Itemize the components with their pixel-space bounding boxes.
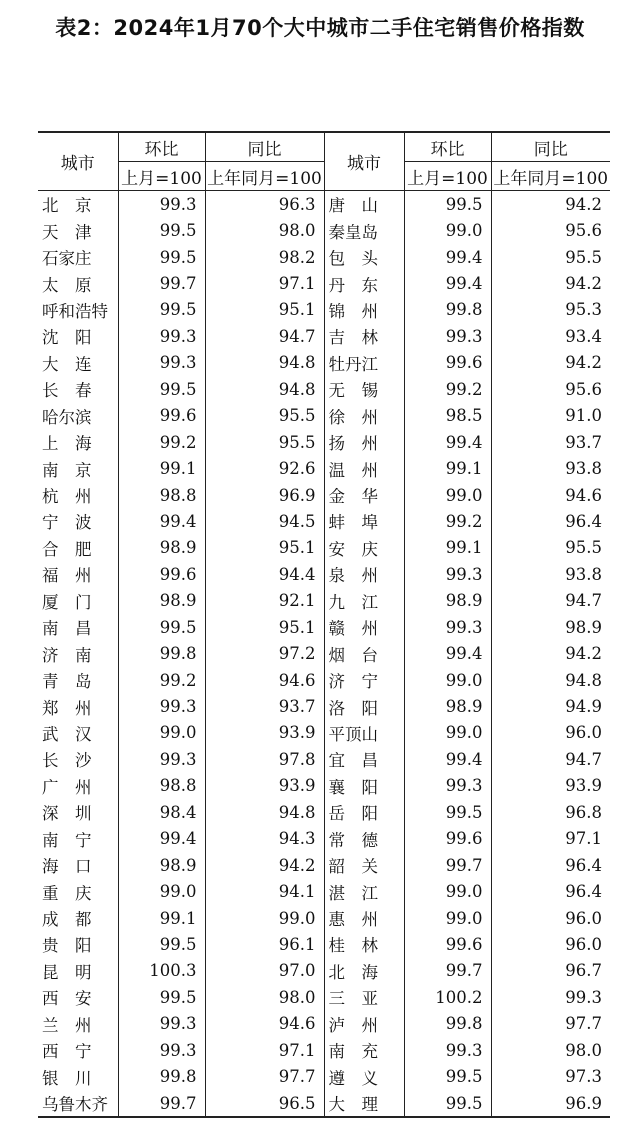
table-row — [38, 561, 610, 587]
cell-city-left: 大 连 — [38, 350, 118, 376]
table-title: 表2：2024年1月70个大中城市二手住宅销售价格指数 — [55, 16, 585, 40]
cell-mom-right: 98.9 — [404, 693, 491, 719]
cell-city-left: 成 都 — [38, 905, 118, 931]
table-row — [38, 350, 610, 376]
cell-yoy-right: 93.7 — [491, 429, 610, 455]
cell-yoy-left: 95.1 — [205, 297, 324, 323]
table-row — [38, 508, 610, 534]
cell-city-right: 平顶山 — [324, 720, 404, 746]
cell-yoy-right: 97.7 — [491, 1011, 610, 1037]
cell-yoy-right: 94.8 — [491, 667, 610, 693]
cell-city-left: 呼和浩特 — [38, 297, 118, 323]
table-body — [38, 191, 610, 1118]
cell-mom-left: 99.6 — [118, 561, 205, 587]
table-row — [38, 270, 610, 296]
cell-mom-right: 99.2 — [404, 376, 491, 402]
cell-city-left: 海 口 — [38, 852, 118, 878]
table-row — [38, 1037, 610, 1063]
cell-yoy-left: 98.0 — [205, 984, 324, 1010]
table-row — [38, 403, 610, 429]
table-row — [38, 535, 610, 561]
cell-mom-right: 99.5 — [404, 1090, 491, 1117]
cell-city-left: 西 宁 — [38, 1037, 118, 1063]
cell-city-left: 西 安 — [38, 984, 118, 1010]
cell-mom-left: 99.0 — [118, 720, 205, 746]
cell-yoy-right: 94.2 — [491, 640, 610, 666]
cell-yoy-left: 96.9 — [205, 482, 324, 508]
cell-yoy-left: 97.8 — [205, 746, 324, 772]
cell-city-right: 唐 山 — [324, 191, 404, 218]
table-row — [38, 905, 610, 931]
cell-yoy-left: 94.6 — [205, 667, 324, 693]
cell-mom-right: 99.3 — [404, 773, 491, 799]
cell-city-left: 上 海 — [38, 429, 118, 455]
cell-mom-right: 99.1 — [404, 455, 491, 481]
cell-mom-left: 100.3 — [118, 958, 205, 984]
cell-city-right: 赣 州 — [324, 614, 404, 640]
cell-yoy-right: 95.6 — [491, 376, 610, 402]
cell-city-right: 济 宁 — [324, 667, 404, 693]
cell-city-left: 沈 阳 — [38, 323, 118, 349]
cell-mom-left: 99.7 — [118, 1090, 205, 1117]
table-row — [38, 878, 610, 904]
cell-mom-left: 98.8 — [118, 482, 205, 508]
col-subheader-yoy-base-left: 上年同月=100 — [205, 162, 324, 191]
cell-yoy-right: 95.5 — [491, 535, 610, 561]
cell-mom-left: 98.9 — [118, 588, 205, 614]
cell-city-right: 大 理 — [324, 1090, 404, 1117]
cell-yoy-left: 96.3 — [205, 191, 324, 218]
cell-mom-right: 99.3 — [404, 323, 491, 349]
cell-mom-left: 98.4 — [118, 799, 205, 825]
cell-mom-right: 99.7 — [404, 958, 491, 984]
cell-mom-left: 99.5 — [118, 217, 205, 243]
col-subheader-mom-base-right: 上月=100 — [404, 162, 491, 191]
cell-mom-right: 99.5 — [404, 799, 491, 825]
cell-mom-left: 99.2 — [118, 429, 205, 455]
cell-mom-left: 99.8 — [118, 640, 205, 666]
cell-yoy-left: 95.1 — [205, 614, 324, 640]
cell-yoy-left: 97.1 — [205, 270, 324, 296]
cell-mom-right: 99.3 — [404, 561, 491, 587]
cell-yoy-left: 93.7 — [205, 693, 324, 719]
cell-yoy-left: 95.5 — [205, 429, 324, 455]
table-row — [38, 376, 610, 402]
cell-mom-left: 99.1 — [118, 905, 205, 931]
cell-yoy-left: 94.7 — [205, 323, 324, 349]
table-row — [38, 429, 610, 455]
cell-city-left: 宁 波 — [38, 508, 118, 534]
col-header-mom-left: 环比 — [118, 132, 205, 162]
cell-yoy-right: 95.6 — [491, 217, 610, 243]
cell-mom-right: 99.0 — [404, 667, 491, 693]
cell-city-right: 三 亚 — [324, 984, 404, 1010]
table-row — [38, 799, 610, 825]
cell-yoy-left: 97.1 — [205, 1037, 324, 1063]
cell-mom-right: 99.8 — [404, 1011, 491, 1037]
cell-yoy-right: 94.7 — [491, 588, 610, 614]
cell-yoy-left: 95.1 — [205, 535, 324, 561]
cell-yoy-right: 96.4 — [491, 508, 610, 534]
cell-yoy-right: 93.9 — [491, 773, 610, 799]
cell-mom-right: 99.4 — [404, 429, 491, 455]
cell-yoy-left: 94.5 — [205, 508, 324, 534]
cell-yoy-right: 96.4 — [491, 878, 610, 904]
cell-city-right: 洛 阳 — [324, 693, 404, 719]
cell-mom-left: 99.3 — [118, 323, 205, 349]
table-row — [38, 693, 610, 719]
cell-yoy-right: 93.8 — [491, 455, 610, 481]
cell-mom-right: 99.0 — [404, 905, 491, 931]
cell-city-right: 包 头 — [324, 244, 404, 270]
cell-city-right: 桂 林 — [324, 931, 404, 957]
cell-yoy-left: 94.4 — [205, 561, 324, 587]
cell-yoy-left: 96.5 — [205, 1090, 324, 1117]
table-row — [38, 614, 610, 640]
cell-mom-left: 99.5 — [118, 984, 205, 1010]
price-index-table — [38, 131, 610, 1118]
cell-city-right: 安 庆 — [324, 535, 404, 561]
cell-yoy-left: 94.3 — [205, 826, 324, 852]
table-row — [38, 244, 610, 270]
cell-mom-right: 98.9 — [404, 588, 491, 614]
table-row — [38, 826, 610, 852]
cell-city-left: 杭 州 — [38, 482, 118, 508]
table-row — [38, 323, 610, 349]
cell-mom-right: 99.6 — [404, 826, 491, 852]
cell-city-left: 武 汉 — [38, 720, 118, 746]
cell-city-left: 合 肥 — [38, 535, 118, 561]
cell-yoy-left: 99.0 — [205, 905, 324, 931]
table-row — [38, 1011, 610, 1037]
cell-city-left: 乌鲁木齐 — [38, 1090, 118, 1117]
cell-city-left: 北 京 — [38, 191, 118, 218]
cell-yoy-left: 94.6 — [205, 1011, 324, 1037]
cell-yoy-right: 97.1 — [491, 826, 610, 852]
cell-mom-left: 99.6 — [118, 403, 205, 429]
cell-mom-left: 99.3 — [118, 1037, 205, 1063]
cell-yoy-right: 95.3 — [491, 297, 610, 323]
cell-city-right: 北 海 — [324, 958, 404, 984]
col-subheader-yoy-base-right: 上年同月=100 — [491, 162, 610, 191]
cell-yoy-right: 94.2 — [491, 350, 610, 376]
cell-mom-left: 98.9 — [118, 535, 205, 561]
cell-city-left: 济 南 — [38, 640, 118, 666]
cell-yoy-right: 96.0 — [491, 720, 610, 746]
cell-yoy-right: 96.9 — [491, 1090, 610, 1117]
cell-yoy-right: 94.2 — [491, 191, 610, 218]
cell-city-right: 泸 州 — [324, 1011, 404, 1037]
cell-mom-right: 99.4 — [404, 746, 491, 772]
cell-yoy-right: 94.7 — [491, 746, 610, 772]
cell-mom-left: 99.3 — [118, 191, 205, 218]
cell-mom-left: 99.3 — [118, 350, 205, 376]
col-header-yoy-right: 同比 — [491, 132, 610, 162]
cell-city-left: 石家庄 — [38, 244, 118, 270]
cell-city-left: 昆 明 — [38, 958, 118, 984]
cell-yoy-left: 93.9 — [205, 720, 324, 746]
cell-yoy-right: 98.9 — [491, 614, 610, 640]
cell-mom-left: 99.4 — [118, 508, 205, 534]
cell-city-right: 南 充 — [324, 1037, 404, 1063]
cell-mom-left: 99.4 — [118, 826, 205, 852]
cell-mom-right: 99.0 — [404, 720, 491, 746]
table-row — [38, 1090, 610, 1117]
col-header-yoy-left: 同比 — [205, 132, 324, 162]
table-row — [38, 720, 610, 746]
cell-city-left: 南 宁 — [38, 826, 118, 852]
cell-mom-right: 99.6 — [404, 350, 491, 376]
cell-mom-right: 99.7 — [404, 852, 491, 878]
cell-mom-left: 99.7 — [118, 270, 205, 296]
cell-mom-left: 99.5 — [118, 297, 205, 323]
cell-city-right: 扬 州 — [324, 429, 404, 455]
cell-mom-right: 99.6 — [404, 931, 491, 957]
cell-city-right: 常 德 — [324, 826, 404, 852]
cell-mom-left: 99.5 — [118, 376, 205, 402]
cell-city-left: 太 原 — [38, 270, 118, 296]
table-row — [38, 482, 610, 508]
cell-mom-left: 99.3 — [118, 693, 205, 719]
cell-city-left: 兰 州 — [38, 1011, 118, 1037]
cell-yoy-right: 94.9 — [491, 693, 610, 719]
cell-city-right: 温 州 — [324, 455, 404, 481]
cell-mom-right: 99.4 — [404, 244, 491, 270]
cell-city-right: 无 锡 — [324, 376, 404, 402]
cell-mom-right: 99.5 — [404, 191, 491, 218]
cell-mom-right: 99.0 — [404, 482, 491, 508]
cell-yoy-left: 94.8 — [205, 376, 324, 402]
cell-city-right: 烟 台 — [324, 640, 404, 666]
header-row-top — [38, 132, 610, 162]
col-subheader-mom-base-left: 上月=100 — [118, 162, 205, 191]
cell-mom-right: 99.3 — [404, 1037, 491, 1063]
cell-yoy-left: 96.1 — [205, 931, 324, 957]
cell-city-right: 秦皇岛 — [324, 217, 404, 243]
table-row — [38, 588, 610, 614]
cell-city-right: 九 江 — [324, 588, 404, 614]
cell-mom-right: 99.3 — [404, 614, 491, 640]
table-row — [38, 931, 610, 957]
col-header-mom-right: 环比 — [404, 132, 491, 162]
cell-city-right: 韶 关 — [324, 852, 404, 878]
cell-city-right: 湛 江 — [324, 878, 404, 904]
cell-mom-left: 99.3 — [118, 1011, 205, 1037]
cell-yoy-right: 99.3 — [491, 984, 610, 1010]
cell-yoy-right: 96.7 — [491, 958, 610, 984]
cell-city-right: 徐 州 — [324, 403, 404, 429]
cell-mom-left: 99.1 — [118, 455, 205, 481]
cell-city-left: 长 春 — [38, 376, 118, 402]
cell-mom-right: 99.0 — [404, 878, 491, 904]
cell-city-left: 长 沙 — [38, 746, 118, 772]
cell-mom-left: 99.5 — [118, 614, 205, 640]
cell-city-right: 泉 州 — [324, 561, 404, 587]
cell-yoy-left: 92.6 — [205, 455, 324, 481]
cell-city-right: 遵 义 — [324, 1063, 404, 1089]
cell-yoy-right: 91.0 — [491, 403, 610, 429]
cell-yoy-left: 97.0 — [205, 958, 324, 984]
table-row — [38, 217, 610, 243]
cell-city-left: 哈尔滨 — [38, 403, 118, 429]
cell-yoy-right: 93.4 — [491, 323, 610, 349]
cell-city-left: 厦 门 — [38, 588, 118, 614]
cell-mom-left: 99.8 — [118, 1063, 205, 1089]
table-row — [38, 455, 610, 481]
table-row — [38, 852, 610, 878]
cell-yoy-right: 98.0 — [491, 1037, 610, 1063]
cell-mom-right: 99.2 — [404, 508, 491, 534]
cell-yoy-right: 96.8 — [491, 799, 610, 825]
cell-city-right: 吉 林 — [324, 323, 404, 349]
col-header-city-right: 城市 — [324, 132, 404, 191]
cell-mom-right: 99.4 — [404, 270, 491, 296]
cell-yoy-right: 94.2 — [491, 270, 610, 296]
table-row — [38, 773, 610, 799]
cell-city-right: 丹 东 — [324, 270, 404, 296]
cell-mom-left: 99.5 — [118, 244, 205, 270]
cell-yoy-left: 94.8 — [205, 799, 324, 825]
table-row — [38, 984, 610, 1010]
cell-mom-right: 99.5 — [404, 1063, 491, 1089]
table-row — [38, 191, 610, 218]
table-row — [38, 746, 610, 772]
cell-city-left: 广 州 — [38, 773, 118, 799]
cell-city-left: 青 岛 — [38, 667, 118, 693]
cell-yoy-right: 96.0 — [491, 905, 610, 931]
cell-mom-left: 99.0 — [118, 878, 205, 904]
cell-city-left: 南 京 — [38, 455, 118, 481]
cell-mom-right: 98.5 — [404, 403, 491, 429]
cell-mom-right: 99.0 — [404, 217, 491, 243]
cell-mom-left: 98.9 — [118, 852, 205, 878]
cell-yoy-left: 98.0 — [205, 217, 324, 243]
cell-mom-right: 99.4 — [404, 640, 491, 666]
table-row — [38, 297, 610, 323]
cell-mom-left: 99.2 — [118, 667, 205, 693]
cell-mom-left: 98.8 — [118, 773, 205, 799]
cell-yoy-left: 97.7 — [205, 1063, 324, 1089]
cell-yoy-right: 94.6 — [491, 482, 610, 508]
cell-yoy-right: 95.5 — [491, 244, 610, 270]
cell-yoy-right: 96.4 — [491, 852, 610, 878]
table-row — [38, 1063, 610, 1089]
cell-yoy-right: 96.0 — [491, 931, 610, 957]
cell-yoy-left: 94.1 — [205, 878, 324, 904]
cell-yoy-left: 94.8 — [205, 350, 324, 376]
cell-city-right: 牡丹江 — [324, 350, 404, 376]
cell-city-right: 宜 昌 — [324, 746, 404, 772]
cell-mom-left: 99.3 — [118, 746, 205, 772]
cell-yoy-left: 93.9 — [205, 773, 324, 799]
cell-city-left: 郑 州 — [38, 693, 118, 719]
cell-yoy-left: 95.5 — [205, 403, 324, 429]
cell-yoy-left: 92.1 — [205, 588, 324, 614]
cell-city-left: 银 川 — [38, 1063, 118, 1089]
cell-mom-left: 99.5 — [118, 931, 205, 957]
cell-city-right: 襄 阳 — [324, 773, 404, 799]
cell-yoy-right: 93.8 — [491, 561, 610, 587]
cell-yoy-left: 97.2 — [205, 640, 324, 666]
cell-city-left: 福 州 — [38, 561, 118, 587]
cell-mom-right: 99.1 — [404, 535, 491, 561]
cell-city-right: 岳 阳 — [324, 799, 404, 825]
cell-mom-right: 99.8 — [404, 297, 491, 323]
cell-yoy-left: 94.2 — [205, 852, 324, 878]
cell-yoy-left: 98.2 — [205, 244, 324, 270]
cell-city-left: 天 津 — [38, 217, 118, 243]
table-row — [38, 640, 610, 666]
cell-city-left: 深 圳 — [38, 799, 118, 825]
cell-city-right: 锦 州 — [324, 297, 404, 323]
cell-yoy-right: 97.3 — [491, 1063, 610, 1089]
cell-city-right: 金 华 — [324, 482, 404, 508]
cell-city-left: 贵 阳 — [38, 931, 118, 957]
cell-mom-right: 100.2 — [404, 984, 491, 1010]
cell-city-left: 南 昌 — [38, 614, 118, 640]
table-row — [38, 958, 610, 984]
col-header-city-left: 城市 — [38, 132, 118, 191]
cell-city-left: 重 庆 — [38, 878, 118, 904]
table-row — [38, 667, 610, 693]
cell-city-right: 惠 州 — [324, 905, 404, 931]
cell-city-right: 蚌 埠 — [324, 508, 404, 534]
